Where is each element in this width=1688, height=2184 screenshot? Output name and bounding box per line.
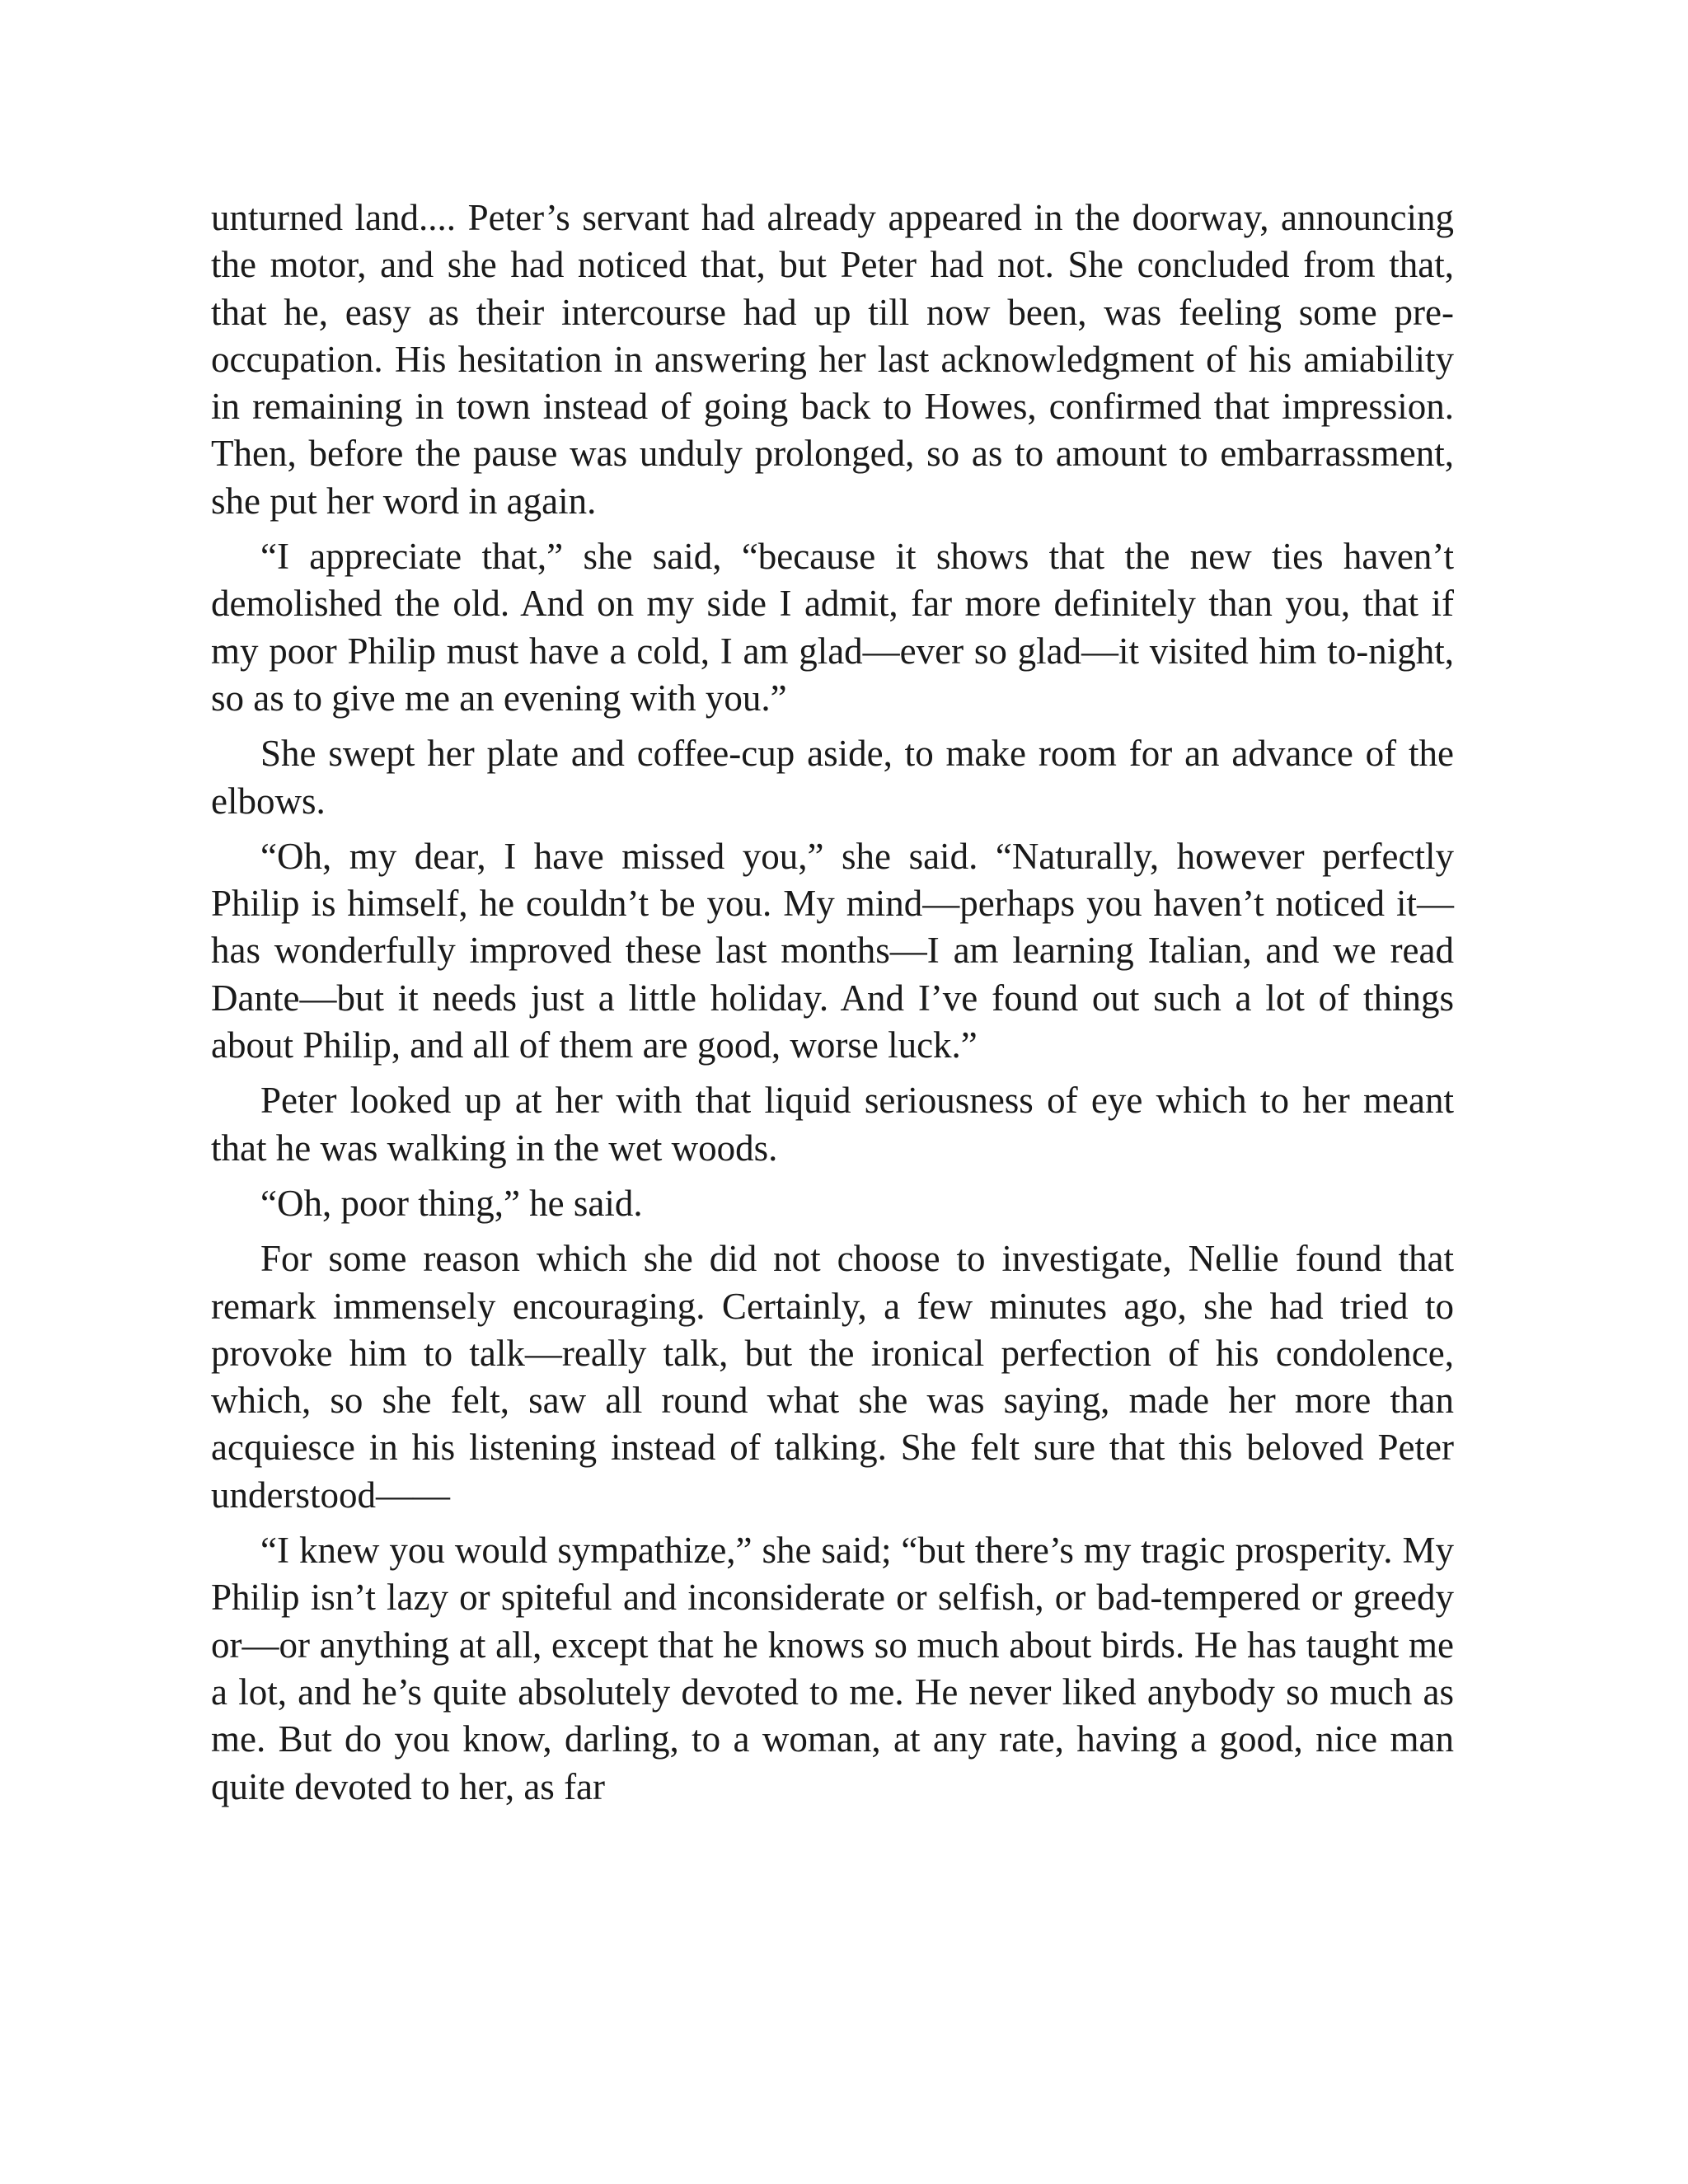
paragraph-5: Peter looked up at her with that liquid seriousness of eye which to her meant that he was walking in the wet woods. bbox=[211, 1080, 1454, 1169]
page-body bbox=[211, 194, 1454, 1819]
paragraph-8: “I knew you would sympathize,” she said; “but there’s my tragic prosperity. My Philip isn’t lazy or spiteful and inconsiderate or selfish, or bad-tempered or greedy or—or anything at all, except that he knows so much about birds. He has taught me a lot, and he’s quite absolutely devoted to me. He never liked anybody so much as me. But do you know, darling, to a woman, at any rate, having a good, nice man quite devoted to her, as far bbox=[211, 1530, 1454, 1807]
paragraph-4: “Oh, my dear, I have missed you,” she said. “Naturally, however perfectly Philip is himself, he couldn’t be you. My mind—perhaps you haven’t noticed it—has wonderfully improved these last months—I am learning Italian, and we read Dante—but it needs just a little holiday. And I’ve found out such a lot of things about Philip, and all of them are good, worse luck.” bbox=[211, 835, 1454, 1066]
paragraph-1: unturned land.... Peter’s servant had already appeared in the doorway, announcing the motor, and she had noticed that, but Peter had not. She concluded from that, that he, easy as their intercourse had up till now been, was feeling some pre-occupation. His hesitation in answering her last acknowledgment of his amiability in remaining in town instead of going back to Howes, confirmed that impression. Then, before the pause was unduly prolonged, so as to amount to embarrassment, she put her word in again. bbox=[211, 197, 1454, 522]
paragraph-3: She swept her plate and coffee-cup aside, to make room for an advance of the elbows. bbox=[211, 733, 1454, 822]
paragraph-7: For some reason which she did not choose to investigate, Nellie found that remark immensely encouraging. Certainly, a few minutes ago, she had tried to provoke him to talk—really talk, but the ironical perfection of his condolence, which, so she felt, saw all round what she was saying, made her more than acquiesce in his listening instead of talking. She felt sure that this beloved Peter understood—— bbox=[211, 1238, 1454, 1516]
paragraph-6: “Oh, poor thing,” he said. bbox=[260, 1182, 643, 1224]
paragraph-2: “I appreciate that,” she said, “because it shows that the new ties haven’t demolished the old. And on my side I admit, far more definitely than you, that if my poor Philip must have a cold, I am glad—ever so glad—it visited him to-night, so as to give me an evening with you.” bbox=[211, 536, 1454, 719]
